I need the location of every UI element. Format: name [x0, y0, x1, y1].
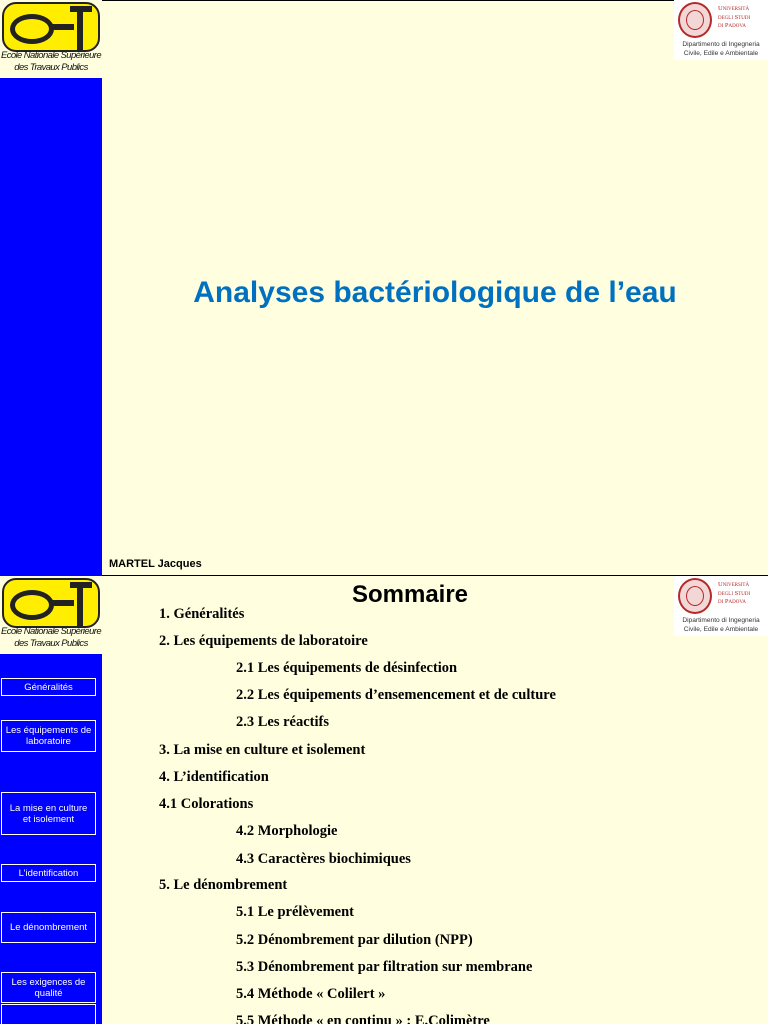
sommaire-title: Sommaire: [351, 581, 469, 608]
unipd-line2: degli Studi: [718, 589, 751, 597]
unipd-line2: degli Studi: [718, 13, 751, 21]
dept-line2: Civile, Edile e Ambientale: [683, 626, 759, 633]
toc-item[interactable]: 2.2 Les équipements d’ensemencement et de culture: [236, 687, 556, 703]
toc-item[interactable]: 4.1 Colorations: [159, 796, 254, 812]
toc-item[interactable]: 5.4 Méthode « Colilert »: [236, 986, 386, 1002]
nav-button-mise-en-culture[interactable]: La mise en culture et isolement: [1, 792, 96, 835]
toc-item[interactable]: 5.2 Dénombrement par dilution (NPP): [236, 932, 473, 948]
toc-item[interactable]: 5. Le dénombrement: [159, 877, 288, 893]
sommaire-slide: [0, 576, 768, 1024]
logo-text-line1: Ecole Nationale Supérieure: [0, 626, 102, 637]
toc-item[interactable]: 4.2 Morphologie: [236, 823, 338, 839]
unipd-line3: di Padova: [718, 598, 746, 605]
presentation-title: Analyses bactériologique de l’eau: [193, 276, 677, 309]
nav-button-exigences[interactable]: Les exigences de qualité: [1, 972, 96, 1003]
toc-item[interactable]: 5.3 Dénombrement par filtration sur membrane: [236, 959, 533, 975]
unipd-line3: di Padova: [718, 22, 746, 29]
toc-item[interactable]: 4. L’identification: [159, 769, 269, 785]
toc-item[interactable]: 5.1 Le prélèvement: [236, 904, 354, 920]
logo-text-line1: Ecole Nationale Supérieure: [0, 50, 102, 61]
toc-item[interactable]: 2.3 Les réactifs: [236, 714, 330, 730]
toc-item[interactable]: 2.1 Les équipements de désinfection: [236, 660, 458, 676]
dept-line1: Dipartimento di Ingegneria: [682, 617, 760, 624]
nav-button-generalites[interactable]: Généralités: [1, 678, 96, 696]
unipd-line1: Università: [718, 581, 750, 588]
logo-text-line2: des Travaux Publics: [14, 638, 88, 649]
entp-logo: [0, 0, 102, 78]
toc-item[interactable]: 1. Généralités: [159, 606, 245, 622]
toc-item[interactable]: 3. La mise en culture et isolement: [159, 742, 366, 758]
dept-line1: Dipartimento di Ingegneria: [682, 41, 760, 48]
author-name: MARTEL Jacques: [109, 558, 202, 570]
logo-text-line2: des Travaux Publics: [14, 62, 88, 73]
nav-button-identification[interactable]: L’identification: [1, 864, 96, 882]
sidebar: [0, 0, 102, 576]
entp-emblem-icon: [2, 2, 100, 52]
top-divider: [102, 0, 768, 1]
dept-line2: Civile, Edile e Ambientale: [683, 50, 759, 57]
toc-item[interactable]: 2. Les équipements de laboratoire: [159, 633, 368, 649]
table-of-contents: [0, 576, 768, 1024]
toc-item[interactable]: 5.5 Méthode « en continu » : E.Colimètre: [236, 1013, 490, 1024]
nav-button-denombrement[interactable]: Le dénombrement: [1, 912, 96, 943]
toc-item[interactable]: 4.3 Caractères biochimiques: [236, 851, 411, 867]
unipd-line1: Università: [718, 5, 750, 12]
unipd-seal-icon: [678, 2, 712, 38]
unipd-logo: [674, 0, 768, 60]
nav-button-equipements[interactable]: Les équipements de laboratoire: [1, 720, 96, 752]
